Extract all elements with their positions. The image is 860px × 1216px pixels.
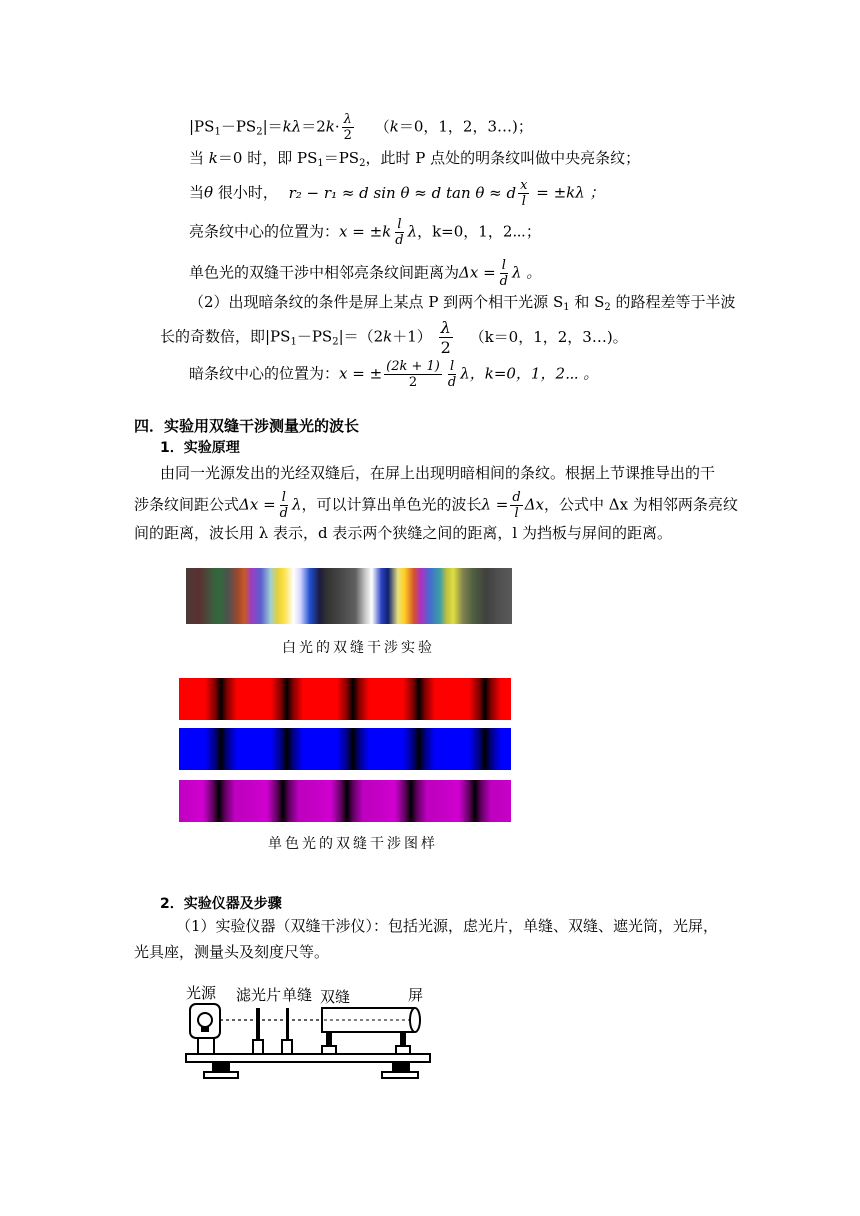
blue-fringe-pattern [179,728,511,770]
central-fringe-line: 当 k＝0 时，即 $PS_1=PS_2$，此时 P 点处的明条纹叫做中央亮条纹； [189,149,641,169]
bulb-icon [198,1013,212,1027]
white-light-fringe-image [186,568,512,624]
dark-condition-line2: 长的奇数倍，即$|PS_1-PS_2|=(2k+1)$ $\frac{\lambda}{2}$ （k＝0，1，2，3…)。 [160,318,628,357]
bench-foot-left [212,1062,230,1072]
bench-foot-left-base [204,1072,238,1078]
single-slit-element [286,1008,289,1040]
fringe-spacing-line: 单色光的双缝干涉中相邻亮条纹间距离为Δx = $\frac{l}{d}$ λ 。 [189,258,542,289]
formula-bright-condition: $|PS_1-PS_2|=k\lambda=2k\cdot$ $\frac{\lambda}{2}$ （k＝0，1，2，3…)； [189,112,533,143]
label-screen: 屏 [408,986,424,1004]
caption-white-light: 白光的双缝干涉实验 [282,640,435,656]
label-double-slit: 双缝 [320,988,351,1006]
section-heading: 四．实验用双缝干涉测量光的波长 [134,417,360,435]
apparatus-para-line1: （1）实验仪器（双缝干涉仪）：包括光源，虑光片，单缝、双缝、遮光筒，光屏， [176,917,719,935]
subsection-apparatus: 2．实验仪器及步骤 [160,896,282,912]
principle-para-line3: 间的距离，波长用 λ 表示，d 表示两个狭缝之间的距离，l 为挡板与屏间的距离。 [134,524,672,542]
tube-stand-left-base [322,1046,336,1054]
dark-condition-line1: （2）出现暗条纹的条件是屏上某点 P 到两个相干光源 $S_1$ 和 $S_2$ 的路程差等于半波 [189,293,736,313]
principle-para-line1: 由同一光源发出的光经双缝后，在屏上出现明暗相间的条纹。根据上节课推导出的干 [160,464,716,482]
single-slit-stand [282,1040,292,1054]
label-filter: 滤光片 [236,986,282,1004]
apparatus-diagram [184,982,434,1084]
purple-fringe-pattern [179,780,511,822]
bench-foot-right [392,1062,410,1072]
small-angle-line: 当θ 很小时， r₂ − r₁ ≈ d sin θ ≈ d tan θ ≈ d $\frac{x}{l}$ = ±kλ ； [189,178,605,209]
screen-end [410,1008,420,1032]
bright-position-line: 亮条纹中心的位置为：x = ±k $\frac{l}{d}$ λ，k=0，1，2⋯； [189,217,541,248]
bench-foot-right-base [382,1072,418,1078]
caption-monochromatic: 单色光的双缝干涉图样 [268,836,438,852]
bulb-base [201,1026,209,1032]
apparatus-para-line2: 光具座，测量头及刻度尺等。 [134,943,330,961]
dark-position-line: 暗条纹中心的位置为：x = ± $\frac{(2k + 1)}{2}$ $\frac{l}{d}$ λ，k=0，1，2⋯ 。 [189,359,599,390]
label-single-slit: 单缝 [282,986,313,1004]
subsection-principle: 1．实验原理 [160,440,240,456]
filter-element [256,1008,260,1040]
tube-stand-right-base [396,1046,410,1054]
principle-para-line2: 涉条纹间距公式Δx = $\frac{l}{d}$ λ，可以计算出单色光的波长λ = $\frac{d}{l}$ Δx，公式中 Δx 为相邻两条亮纹 [134,490,738,521]
optical-bench [186,1054,430,1062]
filter-stand [253,1040,263,1054]
lamp-stand [198,1038,214,1054]
label-light-source: 光源 [186,984,217,1002]
apparatus-svg [184,982,434,1084]
red-fringe-pattern [179,678,511,720]
